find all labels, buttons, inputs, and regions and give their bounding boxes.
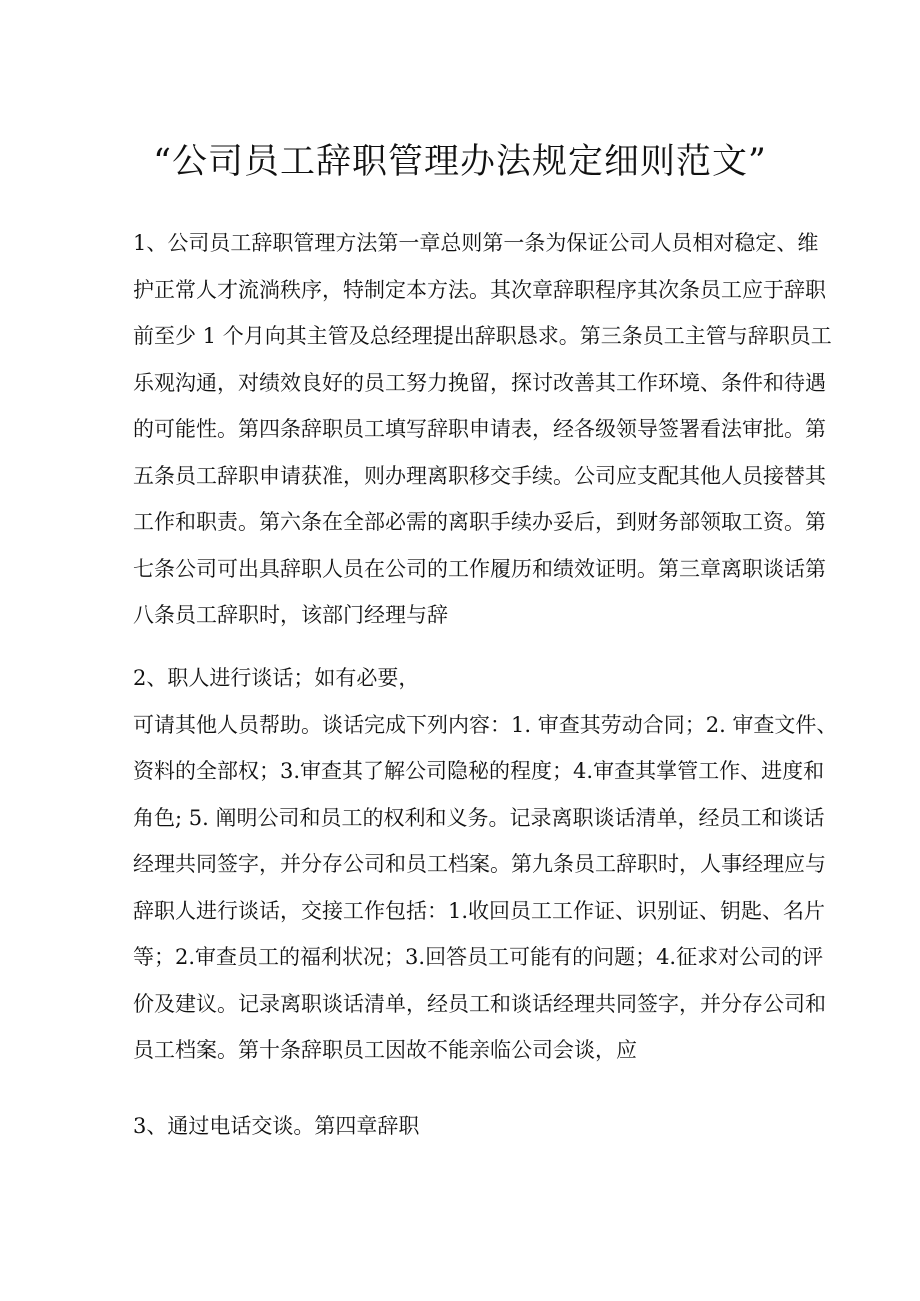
text-line: 经理共同签字，并分存公司和员工档案。第九条员工辞职时，人事经理应与 (133, 852, 826, 876)
text-line: 的可能性。第四条辞职员工填写辞职申请表，经各级领导签署看法审批。第 (133, 417, 826, 441)
text-line: 角色; 5. 阐明公司和员工的权利和义务。记录离职谈话清单，经员工和谈话 (133, 805, 825, 830)
text-line: 七条公司可出具辞职人员在公司的工作履历和绩效证明。第三章离职谈话第 (133, 556, 826, 581)
text-line: 价及建议。记录离职谈话清单，经员工和谈话经理共同签字，并分存公司和 (133, 991, 826, 1016)
text-line: 乐观沟通，对绩效良好的员工努力挽留，探讨改善其工作环境、条件和待遇 (133, 370, 826, 395)
text-line: 等；2.审查员工的福利状况；3.回答员工可能有的问题；4.征求对公司的评 (133, 945, 824, 969)
document-title: “公司员工辞职管理办法规定细则范文” (153, 142, 767, 182)
text-line: 1、公司员工辞职管理方法第一章总则第一条为保证公司人员相对稳定、维 (133, 231, 819, 255)
text-line: 可请其他人员帮助。谈话完成下列内容：1. 审查其劳动合同；2. 审查文件、 (133, 712, 838, 737)
text-line: 辞职人进行谈话，交接工作包括：1.收回员工工作证、识别证、钥匙、名片 (133, 898, 826, 923)
text-line: 五条员工辞职申请获准，则办理离职移交手续。公司应支配其他人员接替其 (133, 463, 826, 488)
paragraph-lead: 2、职人进行谈话；如有必要， (133, 666, 420, 690)
paragraph-1 (133, 220, 832, 639)
paragraph-2 (133, 655, 838, 1074)
text-line: 八条员工辞职时，该部门经理与辞 (133, 603, 448, 627)
text-line: 员工档案。第十条辞职员工因故不能亲临公司会谈，应 (133, 1038, 637, 1062)
text-line: 前至少 1 个月向其主管及总经理提出辞职恳求。第三条员工主管与辞职员工 (133, 324, 832, 348)
text-line: 护正常人才流淌秩序，特制定本方法。其次章辞职程序其次条员工应于辞职 (133, 277, 826, 302)
text-line: 工作和职责。第六条在全部必需的离职手续办妥后，到财务部领取工资。第 (133, 510, 826, 534)
paragraph-lead: 3、通过电话交谈。第四章辞职 (133, 1114, 420, 1138)
paragraph-3 (133, 1103, 793, 1150)
text-line: 资料的全部权；3.审查其了解公司隐秘的程度；4.审查其掌管工作、进度和 (133, 759, 825, 783)
